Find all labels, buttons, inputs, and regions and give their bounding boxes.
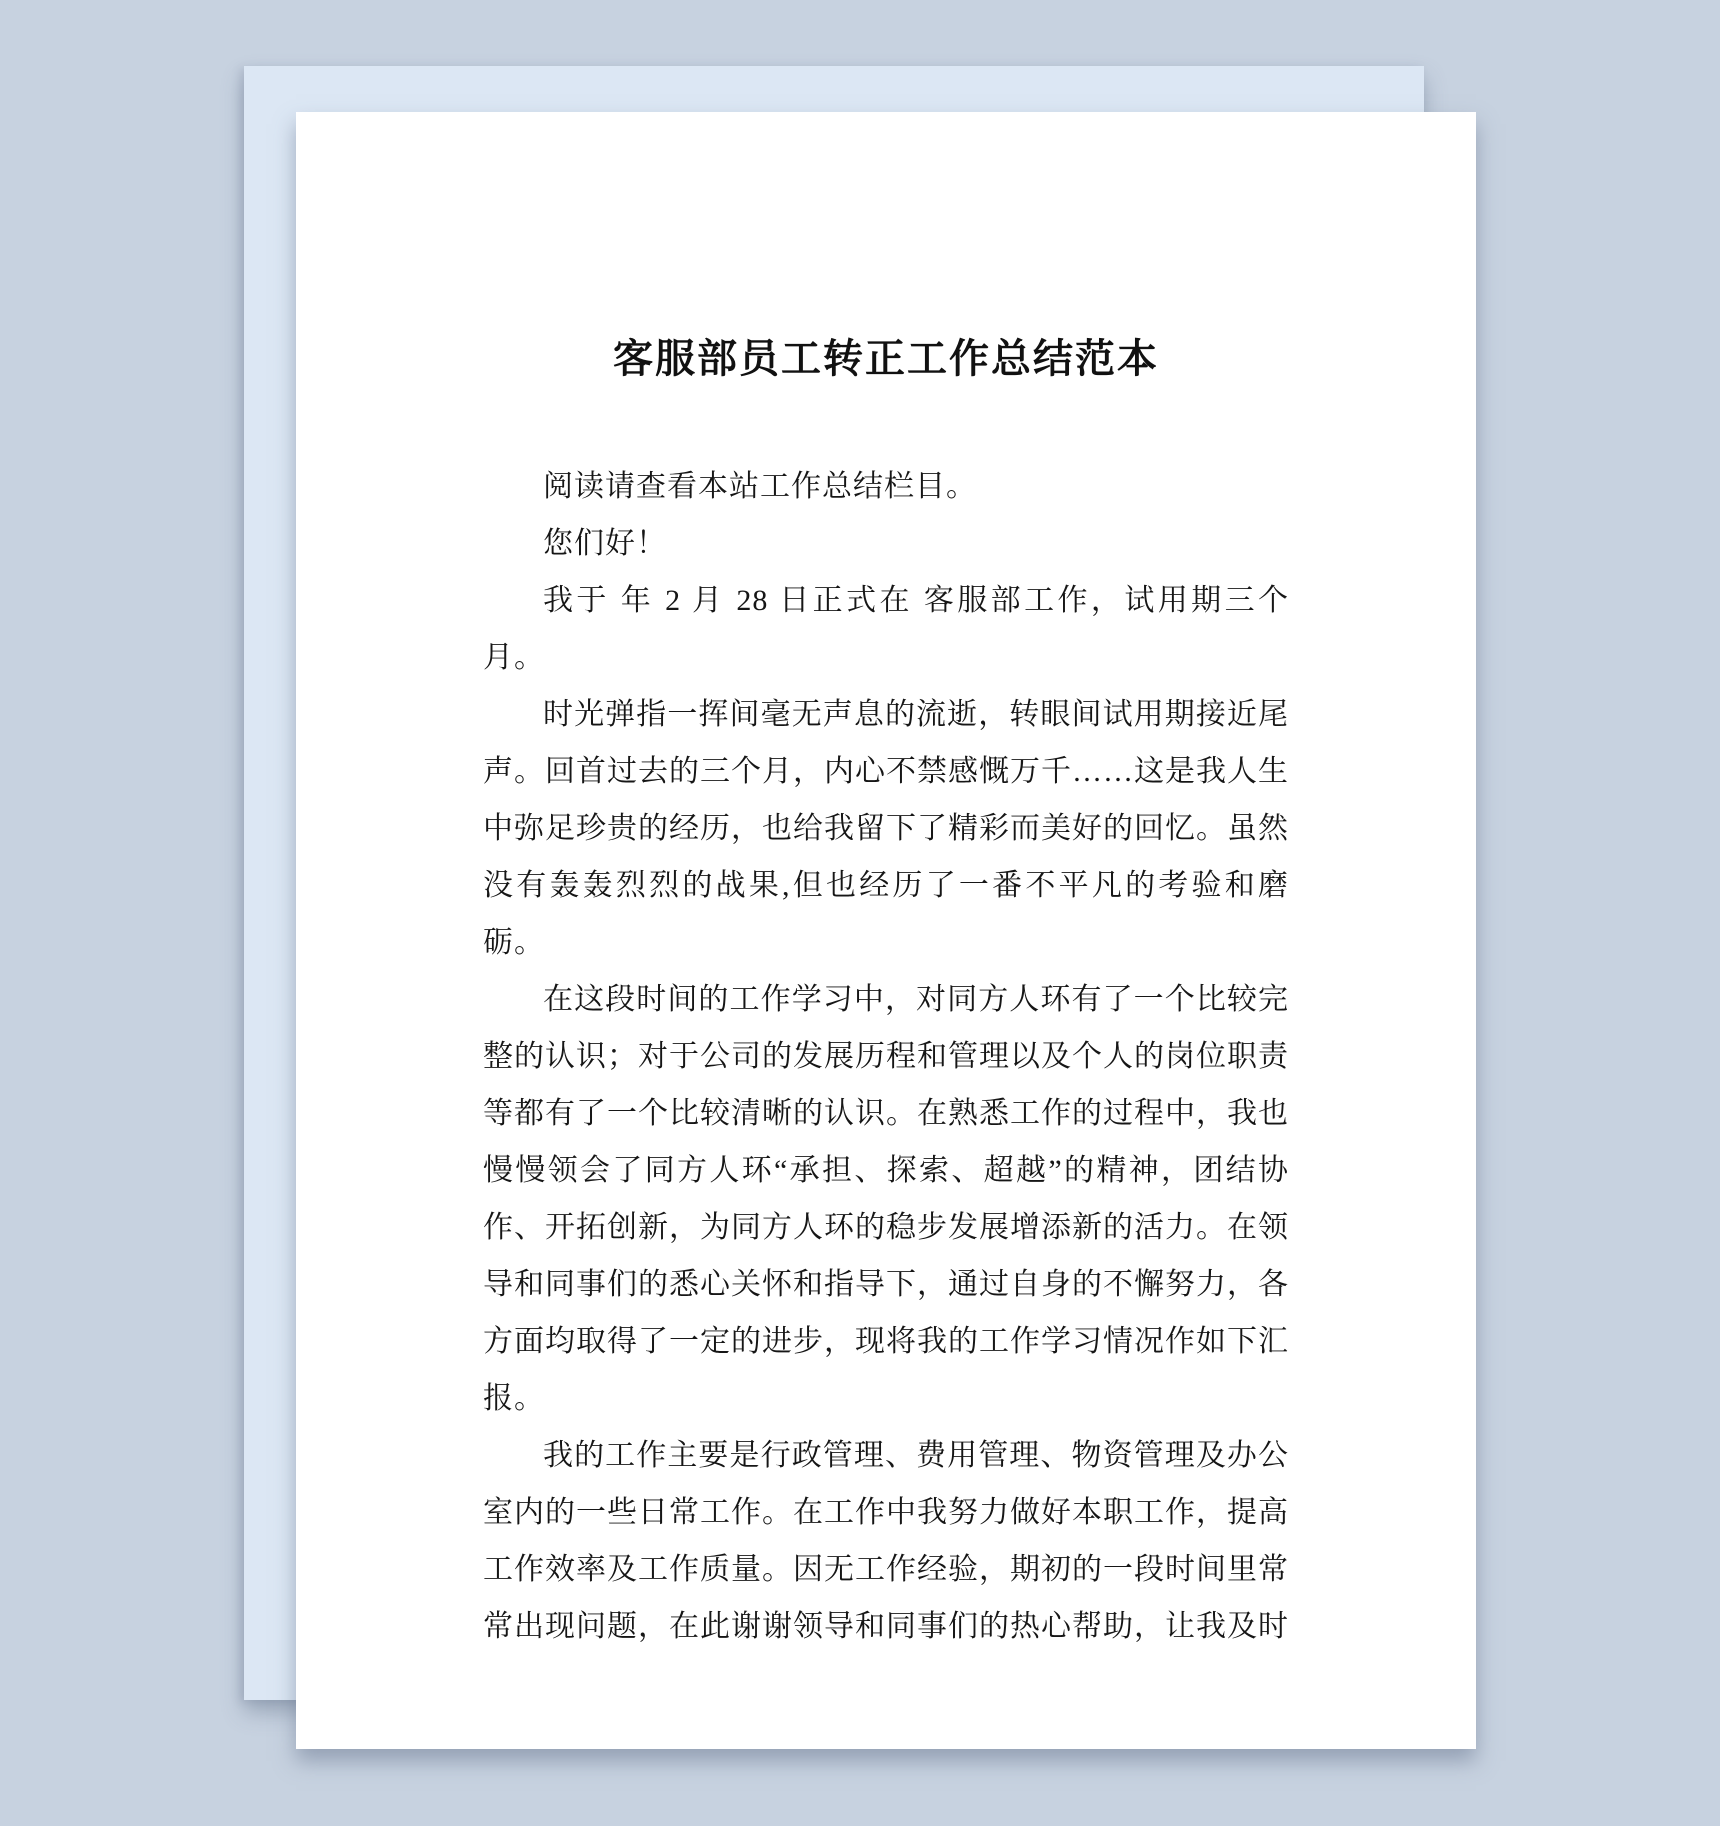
paragraph-work-duties: 我的工作主要是行政管理、费用管理、物资管理及办公室内的一些日常工作。在工作中我努力做好本职工作，提高工作效率及工作质量。因无工作经验，期初的一段时间里常常出现问题，在此谢谢领导和同事们的热心帮助，让我及时 [483, 1439, 1289, 1643]
document-page [296, 112, 1476, 1749]
paragraph-company-understanding: 在这段时间的工作学习中，对同方人环有了一个比较完整的认识；对于公司的发展历程和管理以及个人的岗位职责等都有了一个比较清晰的认识。在熟悉工作的过程中，我也慢慢领会了同方人环“承担、探索、超越”的精神，团结协作、开拓创新，为同方人环的稳步发展增添新的活力。在领导和同事们的悉心关怀和指导下，通过自身的不懈努力，各方面均取得了一定的进步，现将我的工作学习情况作如下汇报。 [483, 983, 1289, 1415]
paragraph-probation-review: 时光弹指一挥间毫无声息的流逝，转眼间试用期接近尾声。回首过去的三个月，内心不禁感慨万千……这是我人生中弥足珍贵的经历，也给我留下了精彩而美好的回忆。虽然没有轰轰烈烈的战果,但也经历了一番不平凡的考验和磨砺。 [483, 698, 1289, 959]
paragraph-start-date: 我于 年 2 月 28 日正式在 客服部工作，试用期三个月。 [483, 584, 1289, 674]
document-body [483, 458, 1289, 1655]
document-title: 客服部员工转正工作总结范本 [613, 337, 1159, 381]
paragraph-intro: 阅读请查看本站工作总结栏目。 [543, 470, 977, 503]
paragraph-greeting: 您们好！ [543, 527, 667, 560]
